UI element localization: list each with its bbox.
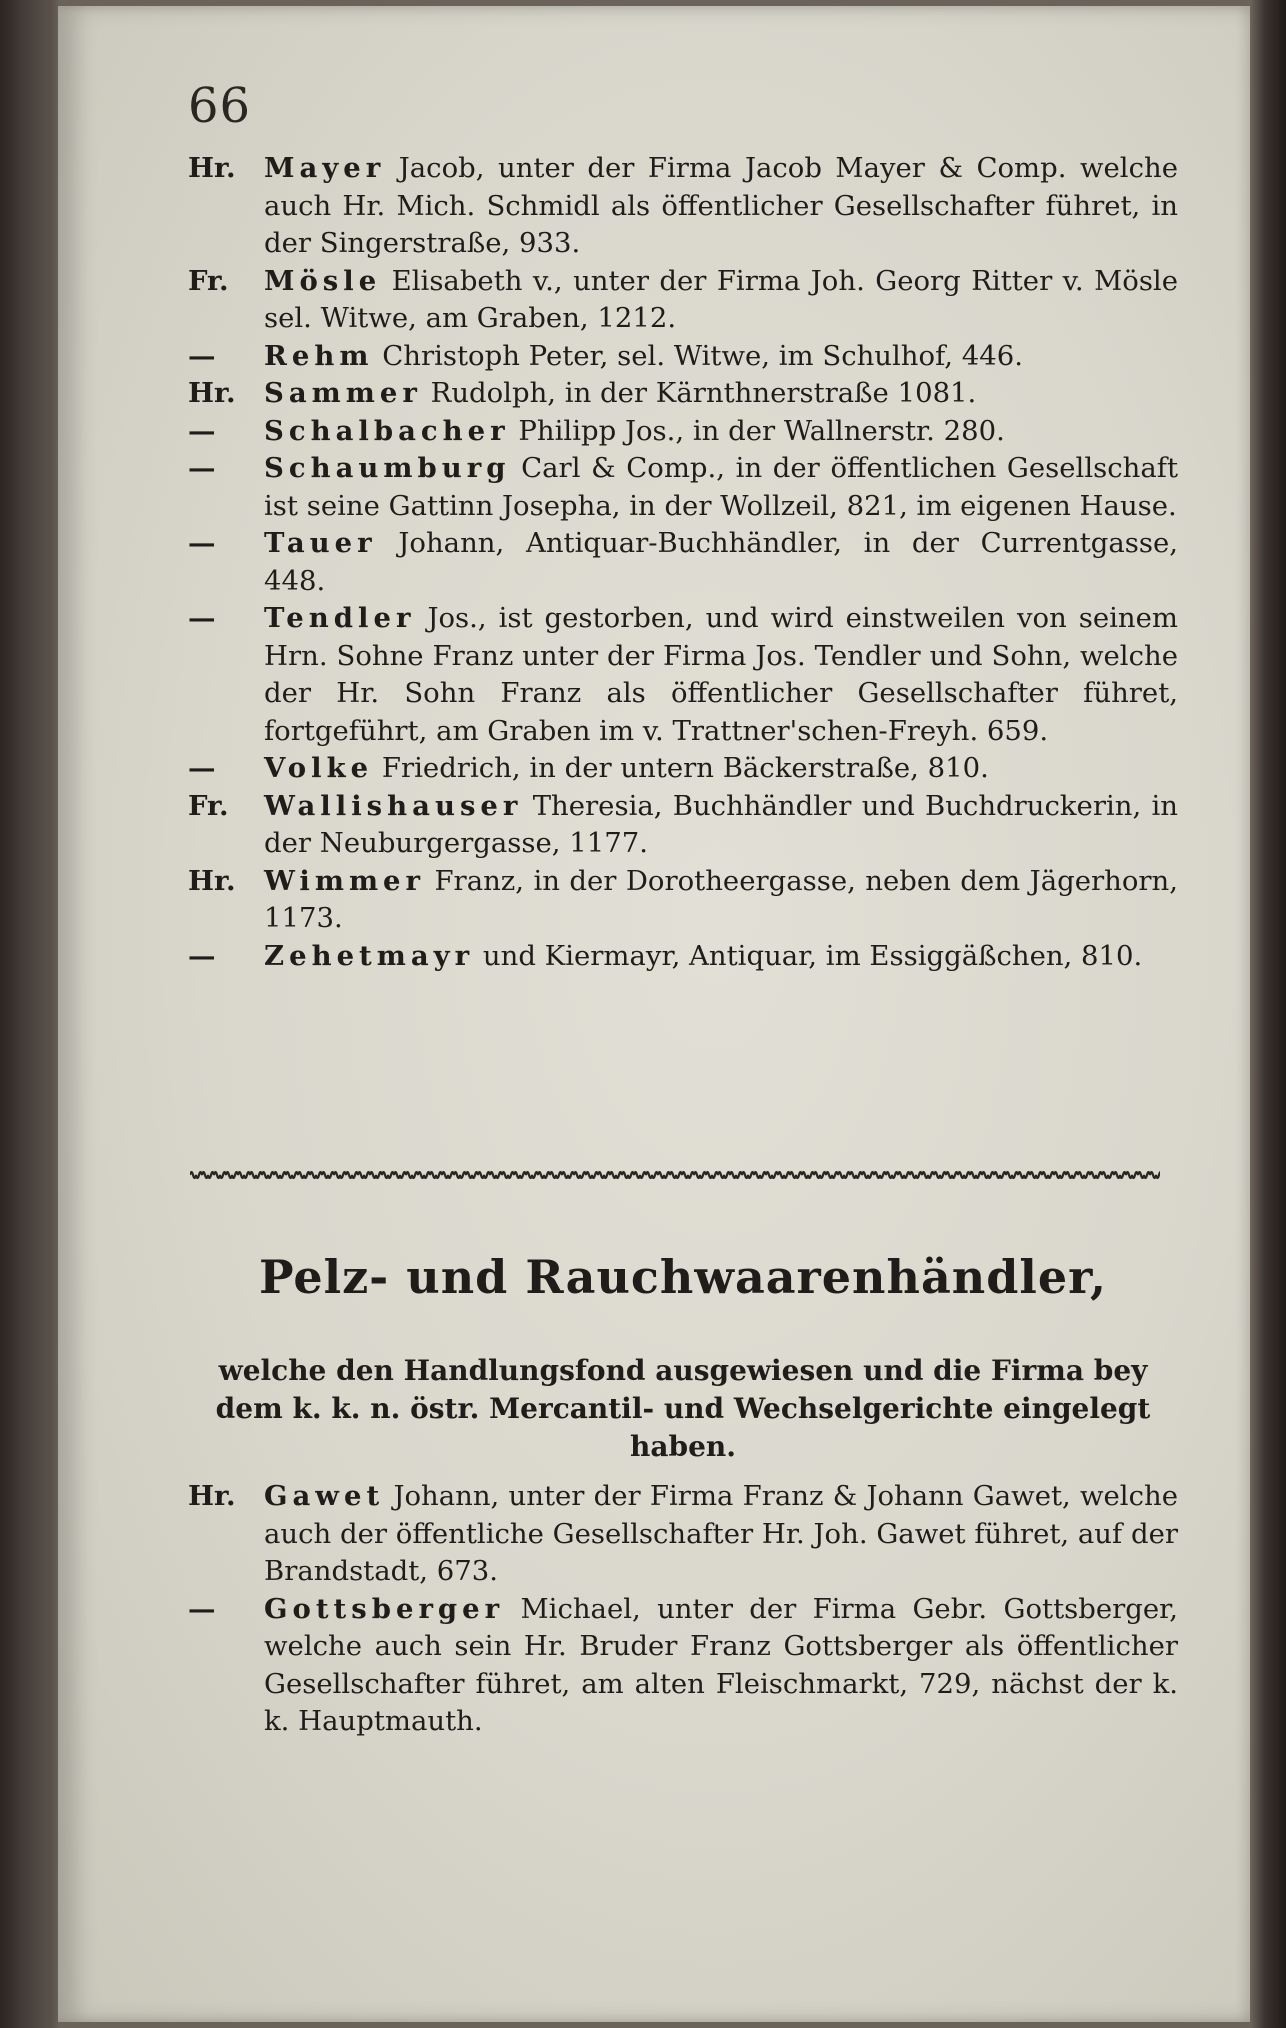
entry-text: und Kiermayr, Antiquar, im Essiggäßchen, 810. bbox=[482, 939, 1143, 972]
entry-name: Rehm bbox=[264, 339, 374, 372]
entry-name: Tauer bbox=[264, 527, 377, 559]
entry-name: Volke bbox=[264, 752, 374, 784]
list-item bbox=[188, 1478, 1178, 1591]
entry-title: — bbox=[188, 452, 216, 484]
entry-title: — bbox=[188, 339, 216, 372]
entry-title: — bbox=[188, 1592, 216, 1625]
ornamental-divider bbox=[190, 1168, 1160, 1182]
entry-name: Schaumburg bbox=[264, 452, 511, 484]
entry-text: Rudolph, in der Kärnthnerstraße 1081. bbox=[430, 377, 977, 409]
entry-name: Wallishauser bbox=[264, 789, 523, 822]
page-number: 66 bbox=[188, 78, 252, 134]
entry-name: Gawet bbox=[264, 1480, 385, 1512]
entry-name: Tendler bbox=[264, 602, 416, 634]
entry-text: Carl & Comp., in der öffentlichen Gesellschaft ist seine Gattinn Josepha, in der Wollzeil, 821, im eigenen Hause. bbox=[264, 452, 1178, 522]
entry-name: Mayer bbox=[264, 152, 386, 184]
list-item bbox=[188, 1591, 1178, 1741]
entry-title: — bbox=[188, 602, 216, 634]
list-item bbox=[188, 525, 1178, 600]
entry-text: Michael, unter der Firma Gebr. Gottsberger, welche auch sein Hr. Bruder Franz Gottsberger als öffentlicher Gesellschafter führet, am alten Fleischmarkt, 729, nächst der k. k. Hauptmauth. bbox=[264, 1592, 1178, 1737]
entry-title: — bbox=[188, 414, 216, 447]
section-subheading: welche den Handlungsfond ausgewiesen und die Firma bey dem k. k. n. östr. Mercantil- und Wechselgerichte eingelegt haben. bbox=[215, 1354, 1151, 1463]
entry-name: Schalbacher bbox=[264, 414, 510, 447]
entry-title: — bbox=[188, 939, 216, 972]
entry-title: — bbox=[188, 752, 216, 784]
entry-text: Theresia, Buchhändler und Buchdruckerin, in der Neuburgergasse, 1177. bbox=[264, 789, 1179, 859]
list-item bbox=[188, 863, 1178, 938]
entry-title: Fr. bbox=[188, 264, 229, 297]
entry-text: Jacob, unter der Firma Jacob Mayer & Comp. welche auch Hr. Mich. Schmidl als öffentlicher Gesellschafter führet, in der Singerstraße, 933. bbox=[264, 152, 1178, 259]
entry-text: Christoph Peter, sel. Witwe, im Schulhof, 446. bbox=[382, 339, 1023, 372]
list-item bbox=[188, 263, 1178, 338]
entry-text: Jos., ist gestorben, und wird einstweilen von seinem Hrn. Sohne Franz unter der Firma Jos. Tendler und Sohn, welche der Hr. Sohn Franz als öffentlicher Gesellschafter führet, fortgeführt, am Graben im v. Trattner'schen-Freyh. 659. bbox=[264, 602, 1178, 747]
list-item bbox=[188, 938, 1178, 976]
entry-title: Fr. bbox=[188, 789, 229, 822]
entry-name: Gottsberger bbox=[264, 1592, 505, 1625]
entry-text: Johann, unter der Firma Franz & Johann Gawet, welche auch der öffentliche Gesellschafter Hr. Joh. Gawet führet, auf der Brandstadt, 673. bbox=[264, 1480, 1178, 1587]
list-item bbox=[188, 413, 1178, 451]
list-item bbox=[188, 375, 1178, 413]
entry-name: Zehetmayr bbox=[264, 939, 475, 972]
list-item bbox=[188, 338, 1178, 376]
list-item bbox=[188, 750, 1178, 788]
entry-title: Hr. bbox=[188, 1480, 236, 1512]
list-item bbox=[188, 450, 1178, 525]
entry-name: Sammer bbox=[264, 377, 422, 409]
wavy-rule bbox=[190, 1168, 1160, 1182]
entry-title: Hr. bbox=[188, 377, 236, 409]
fur-merchant-list bbox=[188, 1478, 1178, 1741]
entry-text: Philipp Jos., in der Wallnerstr. 280. bbox=[518, 414, 1005, 447]
entry-name: Mösle bbox=[264, 264, 382, 297]
entry-name: Wimmer bbox=[264, 864, 426, 897]
entry-title: — bbox=[188, 527, 216, 559]
entry-text: Franz, in der Dorotheergasse, neben dem Jägerhorn, 1173. bbox=[264, 864, 1178, 934]
list-item bbox=[188, 150, 1178, 263]
merchant-list bbox=[188, 150, 1178, 975]
list-item bbox=[188, 600, 1178, 750]
entry-text: Elisabeth v., unter der Firma Joh. Georg Ritter v. Mösle sel. Witwe, am Graben, 1212. bbox=[264, 264, 1178, 334]
entry-text: Friedrich, in der untern Bäckerstraße, 810. bbox=[381, 752, 989, 784]
list-item bbox=[188, 788, 1178, 863]
entry-text: Johann, Antiquar-Buchhändler, in der Currentgasse, 448. bbox=[264, 527, 1179, 597]
section-heading: Pelz- und Rauchwaarenhändler, bbox=[258, 1250, 1108, 1304]
page-edge bbox=[1250, 0, 1286, 2028]
entry-title: Hr. bbox=[188, 152, 236, 184]
entry-title: Hr. bbox=[188, 864, 236, 897]
